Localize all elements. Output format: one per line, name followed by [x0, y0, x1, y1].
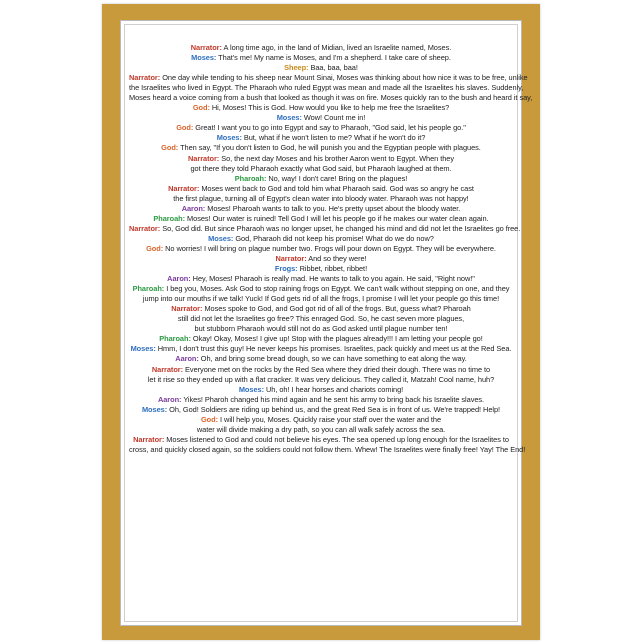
script-line — [129, 53, 513, 63]
script-line — [129, 385, 513, 395]
speaker-label: God: — [176, 123, 194, 133]
speaker-label: Aaron: — [181, 203, 206, 213]
speaker-label: Narrator: — [190, 43, 222, 52]
script-line — [129, 444, 526, 455]
speaker-label: Aaron: — [175, 354, 199, 364]
dialogue-text: I beg you, Moses. Ask God to stop raining frogs on Egypt. We can't walk without stepping on one, and they — [164, 284, 510, 294]
script-line — [129, 314, 513, 324]
dialogue-text: got there they told Pharaoh exactly what God said, but Pharaoh laughed at them. — [190, 163, 452, 173]
dialogue-text: That's me! My name is Moses, and I'm a shepherd. I take care of sheep. — [216, 53, 451, 63]
dialogue-text: cross, and quickly closed again, so the soldiers could not follow them. Whew! The Israelites were finally free! Yay! The End! — [129, 444, 526, 454]
script-line — [129, 154, 513, 164]
dialogue-text: A long time ago, in the land of Midian, lived an Israelite named, Moses. — [221, 43, 452, 52]
speaker-label: Narrator: — [275, 253, 307, 263]
dialogue-text: Moses spoke to God, and God got rid of all of the frogs. But, guess what? Pharoah — [202, 304, 471, 314]
dialogue-text: Hi, Moses! This is God. How would you like to help me free the Israelites? — [209, 103, 450, 113]
speaker-label: Moses: — [238, 384, 264, 394]
dialogue-text: Uh, oh! I hear horses and chariots coming! — [264, 384, 404, 394]
dialogue-text: Oh, God! Soldiers are riding up behind us, and the great Red Sea is in front of us. We're trapped! Help! — [167, 404, 501, 414]
speaker-label: Pharoah: — [234, 173, 267, 183]
script-line — [129, 425, 513, 435]
script-line — [129, 324, 513, 334]
script-line — [129, 184, 513, 194]
script-line — [129, 174, 513, 184]
script-line — [129, 344, 513, 354]
script-line — [129, 123, 513, 133]
script-line — [129, 254, 513, 264]
script-line — [129, 143, 513, 153]
script-line — [129, 435, 513, 445]
dialogue-text: No, way! I don't care! Bring on the plagues! — [266, 173, 408, 183]
speaker-label: Pharoah: — [153, 213, 186, 223]
dialogue-text: Oh, and bring some bread dough, so we can have something to eat along the way. — [198, 354, 467, 364]
speaker-label: God: — [192, 103, 210, 113]
speaker-label: Moses: — [191, 53, 217, 63]
script-line — [129, 43, 513, 53]
speaker-label: Pharoah: — [159, 334, 191, 344]
dialogue-text: let it rise so they ended up with a flat cracker. It was very delicious. They called it, Matzah! Cool name, huh? — [147, 374, 495, 384]
script-line — [129, 73, 528, 83]
dialogue-text: water will divide making a dry path, so you can all walk safely across the sea. — [196, 424, 446, 434]
flyer-sheet — [102, 4, 540, 640]
speaker-label: Narrator: — [129, 73, 161, 83]
speaker-label: Moses: — [208, 233, 234, 243]
speaker-label: Narrator: — [133, 434, 165, 444]
dialogue-text: So, God did. But since Pharaoh was no longer upset, he changed his mind and did not let the Israelites go free. — [160, 223, 521, 233]
script-line — [129, 204, 513, 214]
speaker-label: Moses: — [276, 113, 302, 123]
script-line — [129, 133, 513, 143]
dialogue-text: Yikes! Pharoh changed his mind again and he sent his army to bring back his Israelite slaves. — [181, 394, 485, 404]
dialogue-text: One day while tending to his sheep near Mount Sinai, Moses was thinking about how nice it was to be free, unlike — [160, 73, 528, 83]
speaker-label: God: — [161, 143, 179, 153]
dialogue-text: Moses went back to God and told him what Pharaoh said. God was so angry he cast — [199, 183, 474, 193]
dialogue-text: Baa, baa, baa! — [308, 63, 358, 73]
dialogue-text: Moses! Our water is ruined! Tell God I will let his people go if he makes our water clean again. — [185, 213, 489, 223]
script-line — [129, 264, 513, 274]
script-card — [120, 20, 533, 626]
dialogue-text: Hey, Moses! Pharaoh is really mad. He wants to talk to you again. He said, "Right now!" — [190, 274, 475, 284]
dialogue-text: Moses heard a voice coming from a bush that looked as though it was on fire. Moses quickly ran to the bush and heard it say, — [129, 93, 533, 103]
speaker-label: Frogs: — [274, 264, 298, 274]
play-script — [129, 43, 533, 455]
speaker-label: God: — [146, 243, 164, 253]
dialogue-text: And so they were! — [306, 253, 367, 263]
script-line — [129, 113, 513, 123]
dialogue-text: Hmm, I don't trust this guy! He never keeps his promises. Israelites, pack quickly and meet us at the Red Sea. — [155, 344, 512, 354]
script-line — [129, 194, 513, 204]
dialogue-text: Ribbet, ribbet, ribbet! — [297, 264, 368, 274]
script-line — [129, 83, 524, 93]
speaker-label: Narrator: — [171, 304, 203, 314]
script-line — [129, 294, 513, 304]
dialogue-text: still did not let the Israelites go free? This enraged God. So, he cast seven more plagues, — [177, 314, 465, 324]
speaker-label: Moses: — [130, 344, 156, 354]
speaker-label: Narrator: — [151, 364, 184, 374]
script-line — [129, 274, 513, 284]
script-line — [129, 164, 513, 174]
script-line — [129, 214, 513, 224]
dialogue-text: Okay! Okay, Moses! I give up! Stop with the plagues already!!! I am letting your people go! — [190, 334, 483, 344]
script-line — [129, 223, 521, 234]
speaker-label: Pharoah: — [132, 284, 165, 294]
dialogue-text: Wow! Count me in! — [301, 113, 366, 123]
dialogue-text: the first plague, turning all of Egypt's clean water into bloody water. Pharaoh was not happy! — [173, 193, 469, 203]
script-line — [129, 284, 513, 294]
dialogue-text: I will help you, Moses. Quickly raise your staff over the water and the — [218, 414, 442, 424]
dialogue-text: God, Pharaoh did not keep his promise! What do we do now? — [233, 233, 434, 243]
speaker-label: Aaron: — [157, 394, 182, 404]
dialogue-text: Great! I want you to go into Egypt and say to Pharaoh, "God said, let his people go." — [193, 123, 466, 133]
script-line — [129, 234, 513, 244]
dialogue-text: But, what if he won't listen to me? What if he won't do it? — [241, 133, 426, 143]
speaker-label: Narrator: — [129, 223, 161, 233]
dialogue-text: the Israelites who lived in Egypt. The Pharaoh who ruled Egypt was mean and made all the Israelites his slaves. Suddenly, — [129, 83, 524, 93]
script-line — [129, 304, 513, 314]
dialogue-text: No worries! I will bring on plague number two. Frogs will pour down on Egypt. They will be everywhere. — [163, 243, 496, 253]
script-line — [129, 395, 513, 405]
dialogue-text: but stubborn Pharaoh would still not do as God asked until plague number ten! — [194, 324, 448, 334]
speaker-label: Aaron: — [167, 274, 191, 284]
dialogue-text: Moses listened to God and could not believe his eyes. The sea opened up long enough for the Israelites to — [164, 434, 509, 444]
script-line — [129, 103, 513, 113]
dialogue-text: So, the next day Moses and his brother Aaron went to Egypt. When they — [219, 153, 454, 163]
script-line — [129, 334, 513, 344]
speaker-label: Narrator: — [168, 183, 200, 193]
speaker-label: God: — [200, 414, 219, 424]
script-line — [129, 415, 513, 425]
script-line — [129, 63, 513, 73]
speaker-label: Moses: — [216, 133, 242, 143]
script-line — [129, 405, 513, 415]
script-line — [129, 354, 513, 364]
script-line — [129, 93, 533, 103]
speaker-label: Moses: — [141, 404, 168, 414]
script-line — [129, 244, 513, 254]
dialogue-text: Moses! Pharoah wants to talk to you. He's pretty upset about the bloody water. — [205, 203, 461, 213]
dialogue-text: jump into our mouths if we talk! Yuck! If God gets rid of all the frogs, I promise I will let your people go this time! — [142, 294, 500, 304]
dialogue-text: Then say, "If you don't listen to God, he will punish you and the Egyptian people with plagues. — [178, 143, 481, 153]
script-line — [129, 375, 513, 385]
speaker-label: Sheep: — [284, 63, 309, 73]
script-line — [129, 365, 513, 375]
dialogue-text: Everyone met on the rocks by the Red Sea where they dried their dough. There was no time to — [183, 364, 491, 374]
speaker-label: Narrator: — [188, 153, 220, 163]
